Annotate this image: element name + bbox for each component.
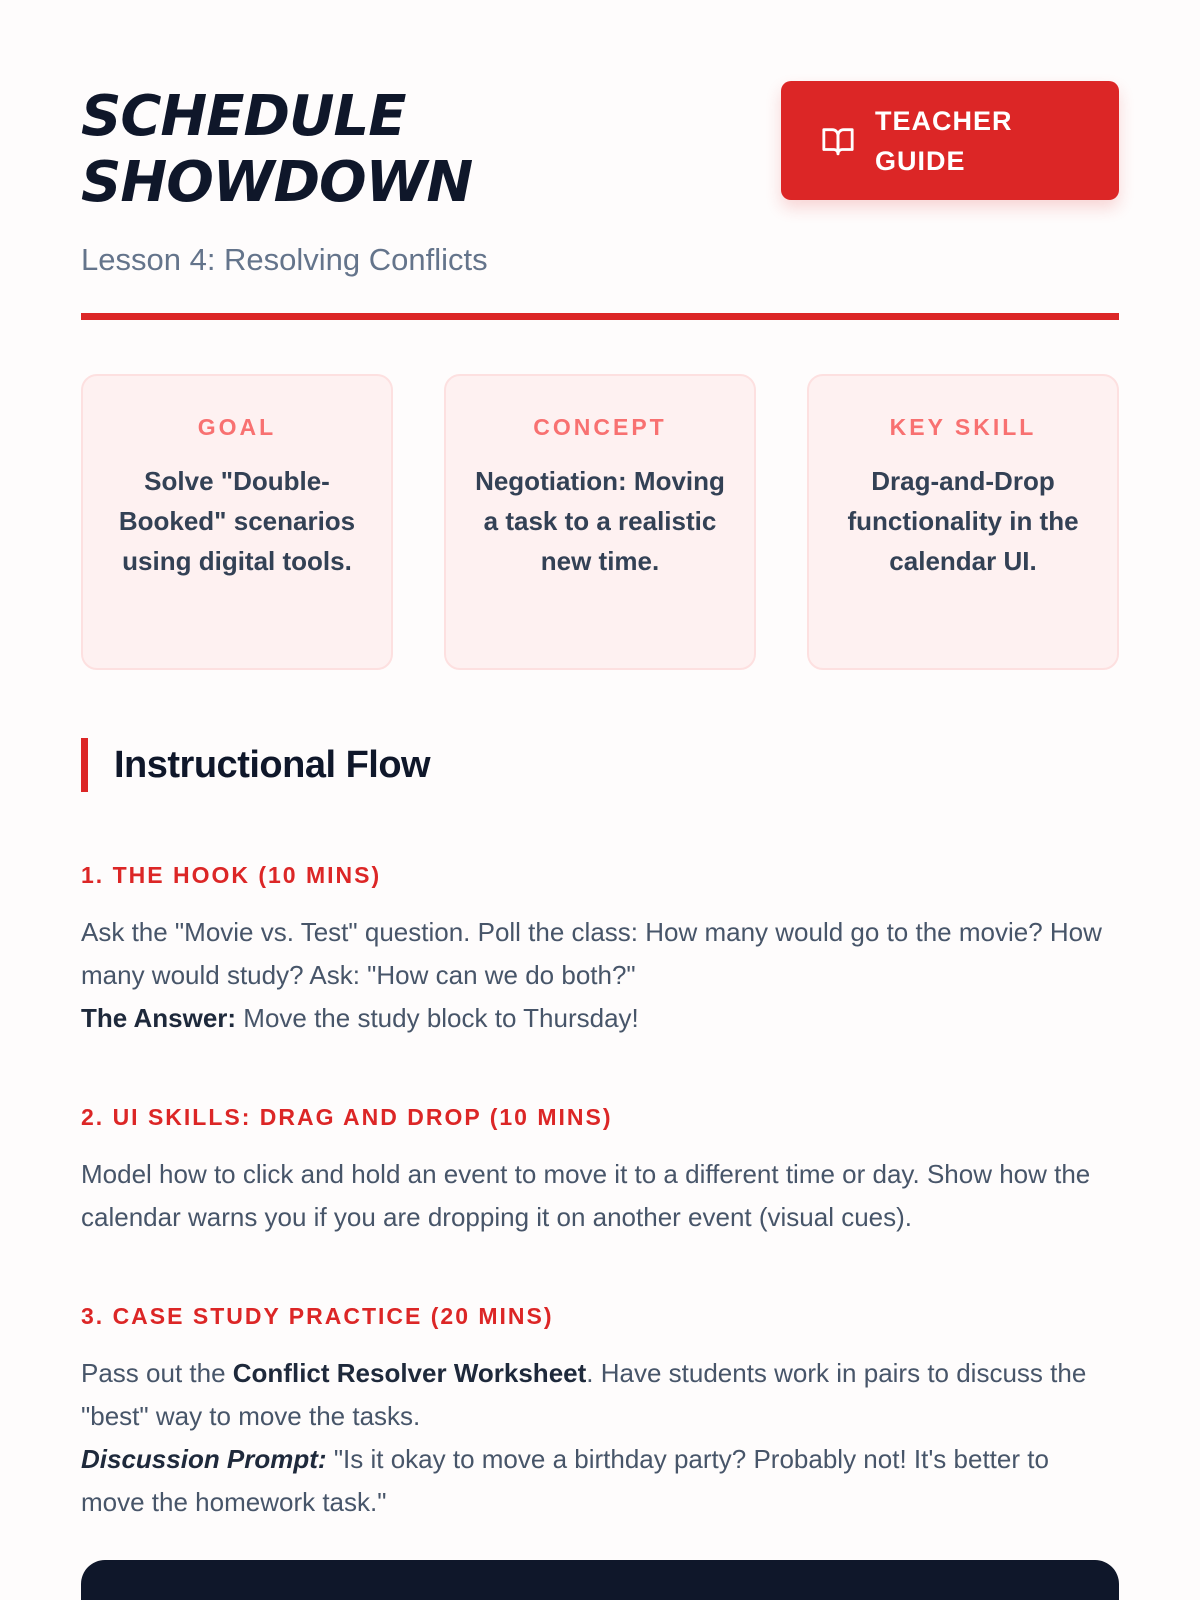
answer-label: The Answer: bbox=[81, 1003, 237, 1033]
step-title: 1. THE HOOK (10 MINS) bbox=[81, 862, 382, 888]
prompt-label: Discussion Prompt: bbox=[81, 1444, 327, 1474]
card-text: Negotiation: Moving a task to a realistic new time. bbox=[475, 466, 725, 576]
step-title: 3. CASE STUDY PRACTICE (20 MINS) bbox=[81, 1303, 554, 1329]
card-label: GOAL bbox=[197, 414, 277, 440]
key-skill-card bbox=[807, 374, 1119, 670]
card-text: Solve "Double-Booked" scenarios using digital tools. bbox=[118, 466, 356, 576]
page-header bbox=[81, 0, 1119, 322]
section-heading bbox=[81, 738, 1119, 792]
teacher-guide-line-1: TEACHER bbox=[875, 105, 1013, 136]
card-label: CONCEPT bbox=[533, 414, 667, 440]
card-text: Drag-and-Drop functionality in the calendar UI. bbox=[847, 466, 1079, 576]
step-hook bbox=[81, 862, 1119, 1040]
teacher-guide-label bbox=[875, 101, 1035, 181]
teacher-guide-line-2: GUIDE bbox=[875, 145, 966, 176]
step-text-post: . Have students work in pairs to discuss the "best" way to move the tasks. bbox=[81, 1358, 1087, 1431]
teacher-guide-button[interactable] bbox=[781, 81, 1119, 200]
title-line-1: SCHEDULE bbox=[81, 84, 406, 149]
concept-card bbox=[444, 374, 756, 670]
step-body bbox=[81, 911, 1119, 1040]
section-title: Instructional Flow bbox=[114, 743, 431, 786]
card-label: KEY SKILL bbox=[889, 414, 1037, 440]
step-body bbox=[81, 1352, 1119, 1524]
prompt-text: "Is it okay to move a birthday party? Probably not! It's better to move the homework task." bbox=[81, 1444, 1049, 1517]
title-line-2: SHOWDOWN bbox=[81, 150, 473, 215]
step-case-study bbox=[81, 1303, 1119, 1524]
step-text-pre: Pass out the bbox=[81, 1358, 233, 1388]
answer-text: Move the study block to Thursday! bbox=[236, 1003, 639, 1033]
step-text: Model how to click and hold an event to move it to a different time or day. Show how the calendar warns you if you are dropping it on another event (visual cues). bbox=[81, 1159, 1091, 1232]
page-title bbox=[81, 84, 641, 216]
step-title: 2. UI SKILLS: DRAG AND DROP (10 MINS) bbox=[81, 1104, 613, 1130]
summary-cards bbox=[81, 374, 1119, 670]
footer-panel bbox=[81, 1560, 1119, 1600]
header-divider bbox=[81, 313, 1119, 320]
worksheet-name: Conflict Resolver Worksheet bbox=[232, 1358, 587, 1388]
book-open-icon bbox=[821, 124, 855, 158]
step-ui-skills bbox=[81, 1104, 1119, 1239]
page-subtitle: Lesson 4: Resolving Conflicts bbox=[81, 242, 488, 277]
step-body bbox=[81, 1153, 1119, 1239]
step-text: Ask the "Movie vs. Test" question. Poll the class: How many would go to the movie? How many would study? Ask: "How can we do both?" bbox=[81, 917, 1102, 990]
goal-card bbox=[81, 374, 393, 670]
